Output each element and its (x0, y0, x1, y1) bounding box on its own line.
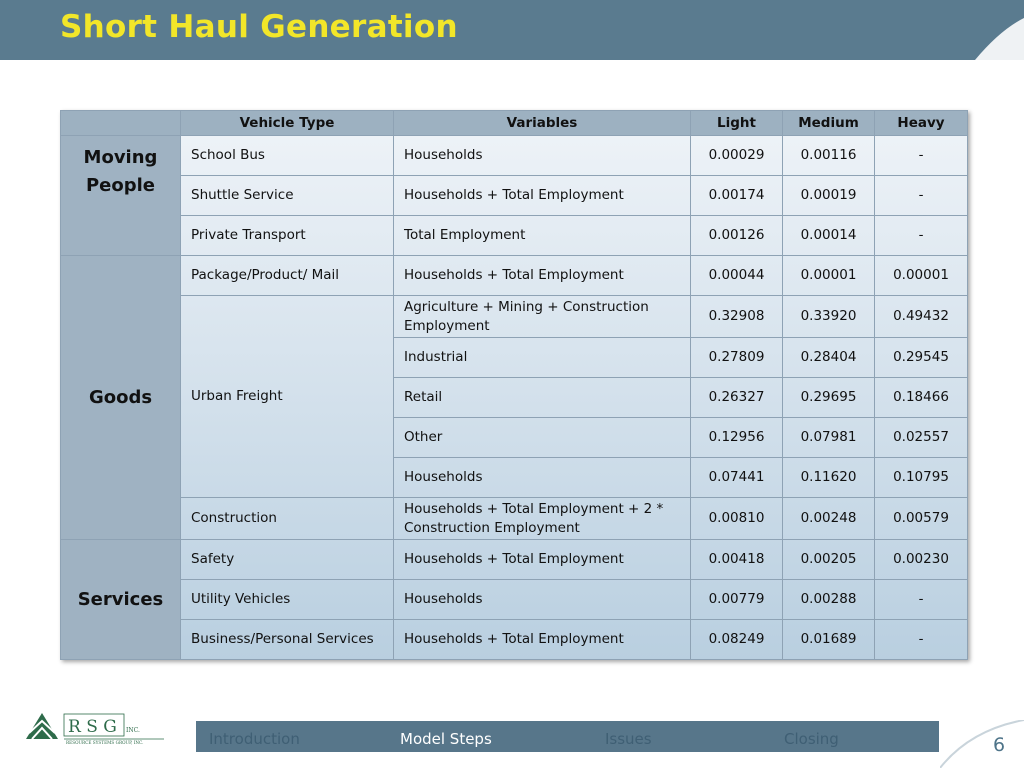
variables-cell: Households + Total Employment (394, 256, 691, 296)
variables-cell: Households (394, 458, 691, 498)
medium-cell: 0.00014 (783, 216, 875, 256)
medium-cell: 0.28404 (783, 338, 875, 378)
light-cell: 0.00418 (691, 540, 783, 580)
variables-cell: Industrial (394, 338, 691, 378)
medium-cell: 0.29695 (783, 378, 875, 418)
heavy-cell: 0.00230 (875, 540, 968, 580)
table-row (61, 296, 968, 338)
medium-cell: 0.00205 (783, 540, 875, 580)
header-cell-empty (61, 111, 181, 136)
medium-cell: 0.00019 (783, 176, 875, 216)
table-row (61, 580, 968, 620)
variables-cell: Total Employment (394, 216, 691, 256)
light-cell: 0.08249 (691, 620, 783, 660)
mountain-icon (26, 713, 58, 739)
variables-cell: Agriculture + Mining + Construction Employment (394, 296, 691, 338)
variables-cell: Retail (394, 378, 691, 418)
vehicle-cell: Shuttle Service (181, 176, 394, 216)
heavy-cell: - (875, 136, 968, 176)
light-cell: 0.00029 (691, 136, 783, 176)
variables-cell: Other (394, 418, 691, 458)
table-header-row (61, 111, 968, 136)
light-cell: 0.00810 (691, 498, 783, 540)
vehicle-cell: Business/Personal Services (181, 620, 394, 660)
light-cell: 0.12956 (691, 418, 783, 458)
medium-cell: 0.00248 (783, 498, 875, 540)
medium-cell: 0.33920 (783, 296, 875, 338)
vehicle-cell: Private Transport (181, 216, 394, 256)
vehicle-cell: Package/Product/ Mail (181, 256, 394, 296)
group-label-services: Services (61, 540, 181, 660)
light-cell: 0.27809 (691, 338, 783, 378)
logo-suffix: INC. (126, 727, 140, 734)
heavy-cell: 0.02557 (875, 418, 968, 458)
header-cell-medium: Medium (783, 111, 875, 136)
light-cell: 0.00044 (691, 256, 783, 296)
variables-cell: Households + Total Employment (394, 620, 691, 660)
header-bar (0, 0, 1024, 60)
rsg-logo-graphic (26, 709, 168, 745)
nav-item-closing[interactable]: Closing (784, 730, 839, 748)
variables-cell: Households (394, 136, 691, 176)
nav-item-issues[interactable]: Issues (605, 730, 652, 748)
header-cell-light: Light (691, 111, 783, 136)
heavy-cell: 0.29545 (875, 338, 968, 378)
variables-cell: Households + Total Employment (394, 540, 691, 580)
vehicle-cell-urban-freight: Urban Freight (181, 296, 394, 498)
medium-cell: 0.00288 (783, 580, 875, 620)
light-cell: 0.00126 (691, 216, 783, 256)
vehicle-cell: School Bus (181, 136, 394, 176)
variables-cell: Households (394, 580, 691, 620)
nav-item-model-steps[interactable]: Model Steps (400, 730, 492, 748)
table-row (61, 216, 968, 256)
table-row (61, 540, 968, 580)
medium-cell: 0.00116 (783, 136, 875, 176)
table-row (61, 620, 968, 660)
header-cell-variables: Variables (394, 111, 691, 136)
heavy-cell: 0.49432 (875, 296, 968, 338)
page-number: 6 (993, 734, 1006, 756)
variables-cell: Households + Total Employment + 2 * Construction Employment (394, 498, 691, 540)
medium-cell: 0.01689 (783, 620, 875, 660)
page-corner-swoosh (940, 720, 1024, 768)
group-label-moving-people: Moving People (61, 136, 181, 256)
logo-tagline: RESOURCE SYSTEMS GROUP, INC. (66, 740, 144, 745)
medium-cell: 0.07981 (783, 418, 875, 458)
vehicle-cell: Construction (181, 498, 394, 540)
medium-cell: 0.00001 (783, 256, 875, 296)
light-cell: 0.26327 (691, 378, 783, 418)
haul-generation-table (60, 110, 968, 660)
heavy-cell: 0.18466 (875, 378, 968, 418)
heavy-cell: 0.00579 (875, 498, 968, 540)
vehicle-cell: Safety (181, 540, 394, 580)
table-row (61, 256, 968, 296)
rsg-logo (26, 709, 168, 745)
section-nav (196, 721, 939, 752)
heavy-cell: - (875, 176, 968, 216)
page-title: Short Haul Generation (60, 9, 458, 45)
light-cell: 0.00174 (691, 176, 783, 216)
header-cell-vehicle-type: Vehicle Type (181, 111, 394, 136)
heavy-cell: - (875, 620, 968, 660)
medium-cell: 0.11620 (783, 458, 875, 498)
variables-cell: Households + Total Employment (394, 176, 691, 216)
heavy-cell: - (875, 580, 968, 620)
group-label-goods: Goods (61, 256, 181, 540)
heavy-cell: 0.10795 (875, 458, 968, 498)
vehicle-cell: Utility Vehicles (181, 580, 394, 620)
light-cell: 0.00779 (691, 580, 783, 620)
header-cell-heavy: Heavy (875, 111, 968, 136)
heavy-cell: 0.00001 (875, 256, 968, 296)
table-row (61, 136, 968, 176)
heavy-cell: - (875, 216, 968, 256)
nav-item-introduction[interactable]: Introduction (209, 730, 300, 748)
table-row (61, 176, 968, 216)
logo-letters: R S G (68, 717, 117, 737)
light-cell: 0.07441 (691, 458, 783, 498)
light-cell: 0.32908 (691, 296, 783, 338)
table-row (61, 498, 968, 540)
